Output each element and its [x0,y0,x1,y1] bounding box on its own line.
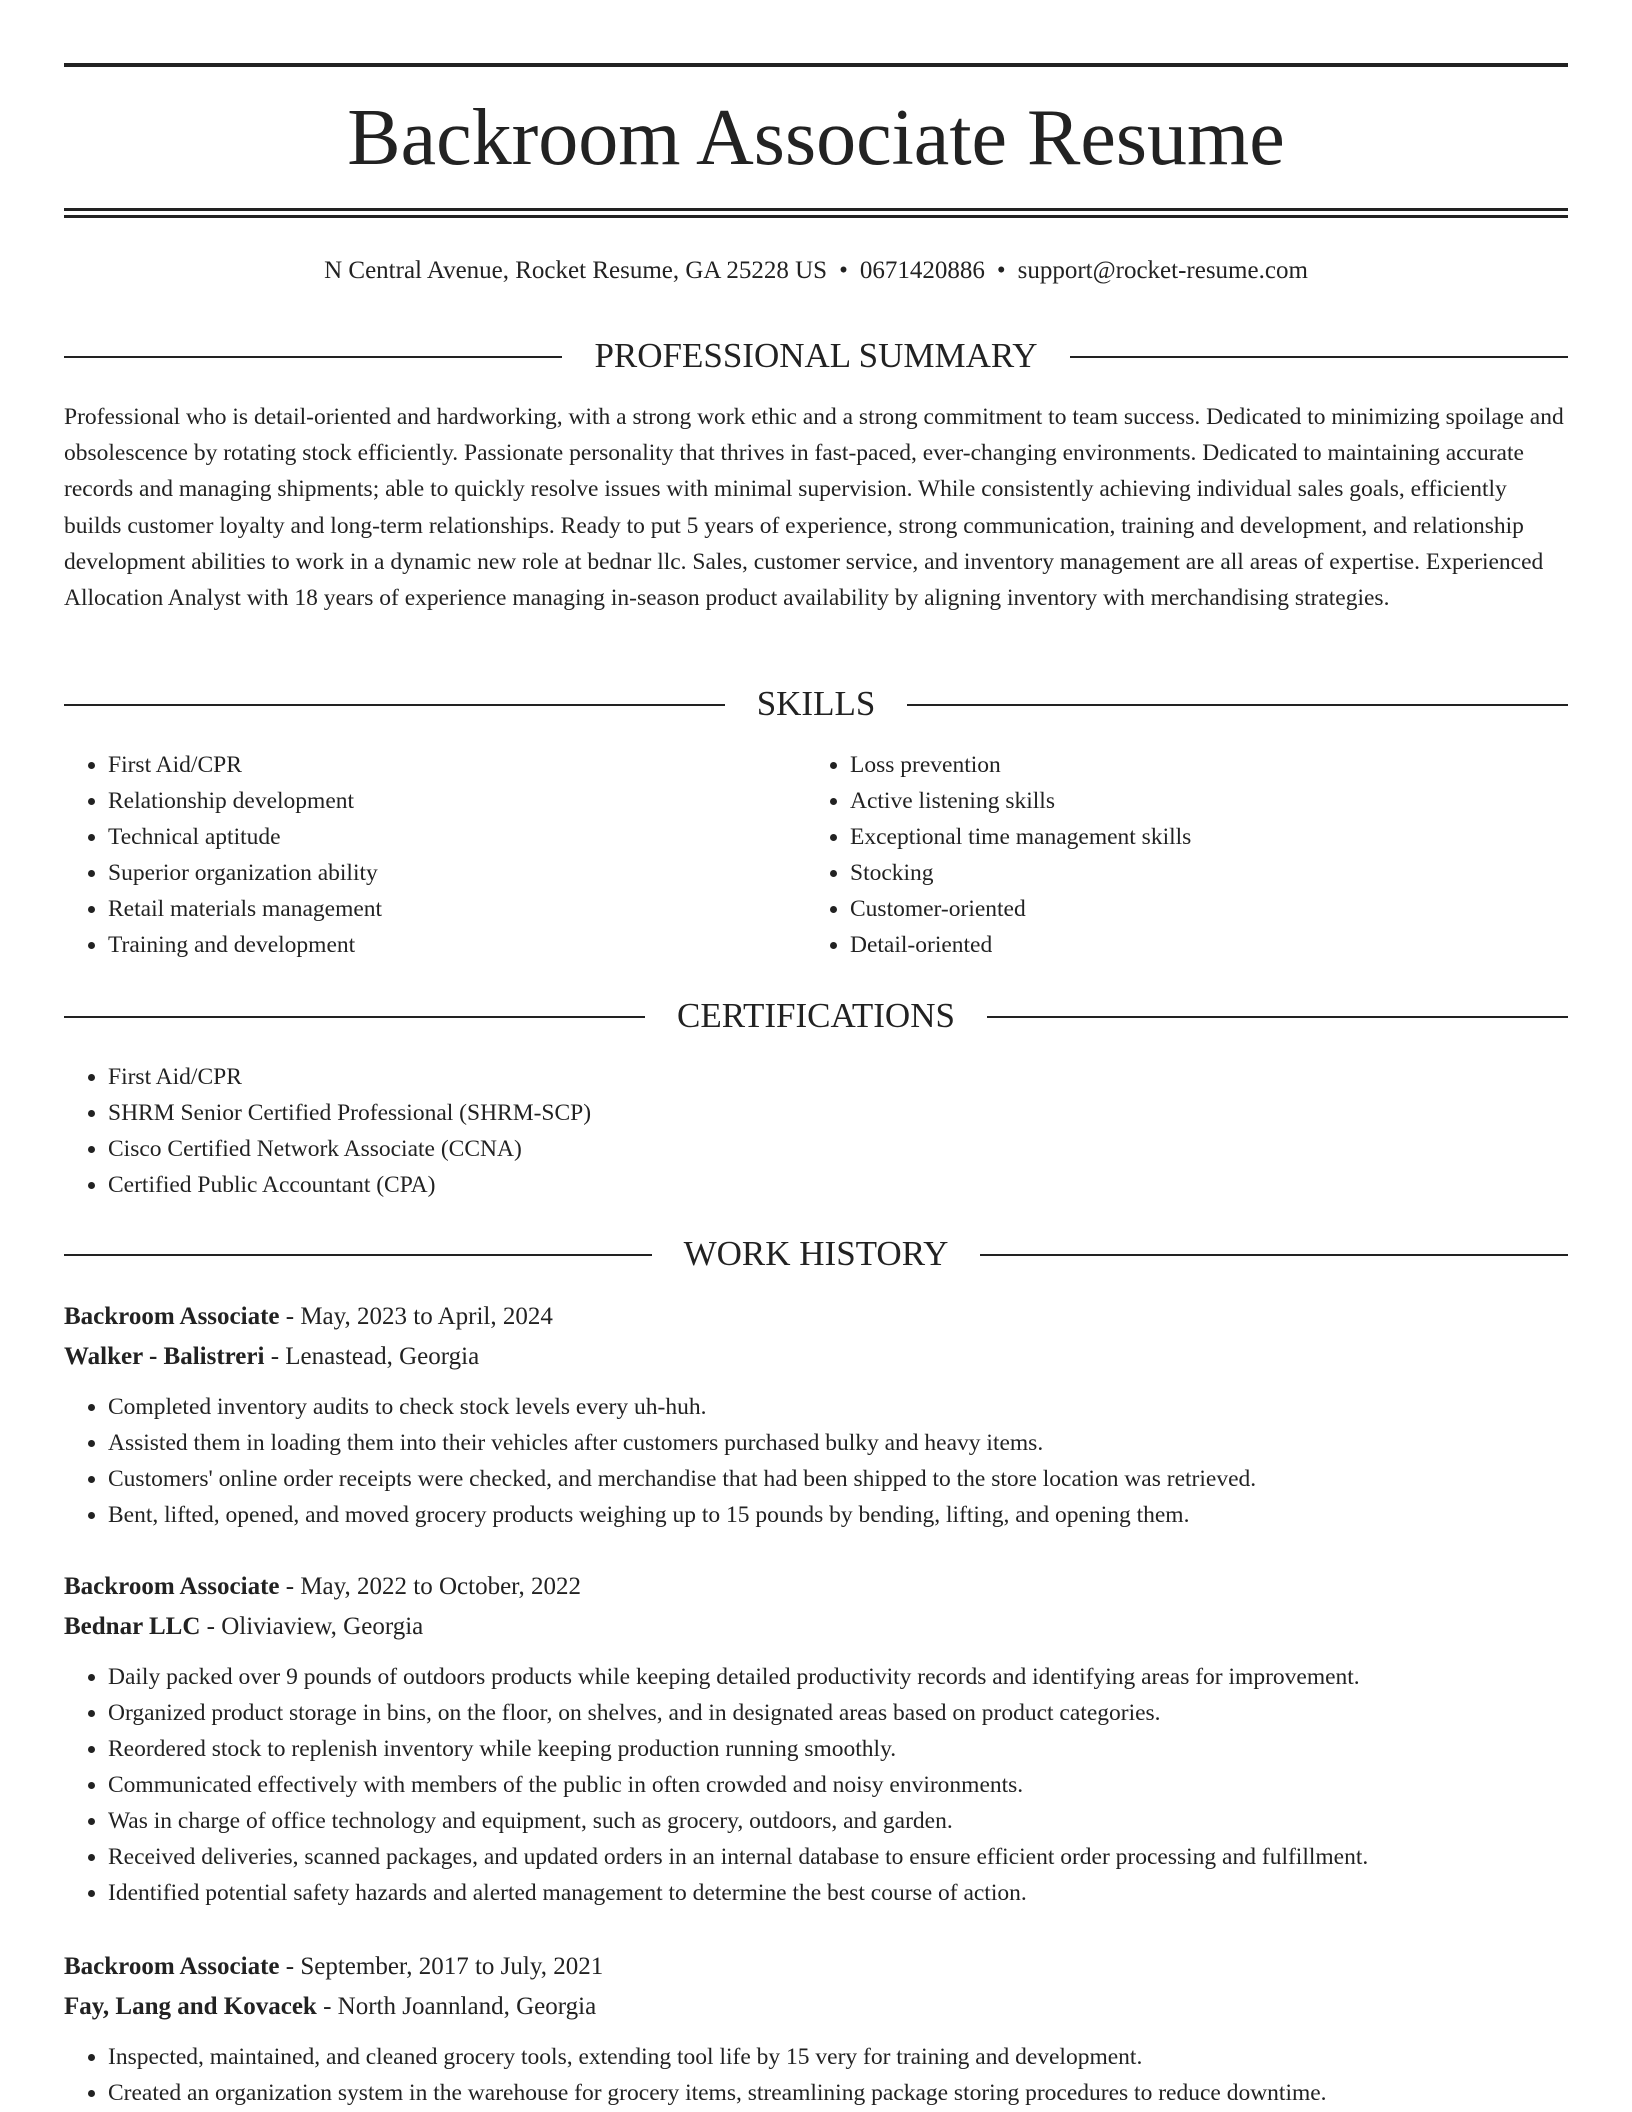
job-title: Backroom Associate [64,1303,280,1330]
certifications-list [64,1059,591,1203]
section-heading-certifications [64,994,1568,1038]
header-rule-lower [64,215,1568,218]
summary-text: Professional who is detail-oriented and hardworking, with a strong work ethic and a strong commitment to team success. Dedicated to minimizing spoilage and obsolescence by rotating stock efficiently. Passionate personality that thrives in fast-paced, ever-changing environments. Dedicated to maintaining accurate records and managing shipments; able to quickly resolve issues with minimal supervision. While consistently achieving individual sales goals, efficiently builds customer loyalty and long-term relationships. Ready to put 5 years of experience, strong communication, training and development, and relationship development abilities to work in a dynamic new role at bednar llc. Sales, customer service, and inventory management are all areas of expertise. Experienced Allocation Analyst with 18 years of experience managing in-season product availability by aligning inventory with merchandising strategies. [64,404,1564,612]
header-rule-upper [64,208,1568,211]
job-title: Backroom Associate [64,1953,280,1980]
job-location: North Joannland, Georgia [337,1993,597,2020]
job-dates: May, 2023 to April, 2024 [300,1303,553,1330]
skill-item: • Relationship development [108,783,382,819]
skill-item: • Superior organization ability [108,855,382,891]
resume-title: Backroom Associate Resume [347,94,1285,182]
job-title-line: Backroom Associate - September, 2017 to July, 2021 [64,1953,604,1980]
job-bullet: • Communicated effectively with members of the public in often crowded and noisy environments. [108,1767,1568,1803]
job-entry [64,1567,1568,1911]
section-title-summary: PROFESSIONAL SUMMARY [562,334,1069,378]
skill-item: • Stocking [850,855,1191,891]
job-bullet: • Inspected, maintained, and cleaned grocery tools, extending tool life by 15 very for training and development. [108,2039,1568,2075]
job-bullet: • Was in charge of office technology and equipment, such as grocery, outdoors, and garden. [108,1803,1568,1839]
job-company-line: Walker - Balistreri - Lenastead, Georgia [64,1343,480,1370]
job-title-line: Backroom Associate - May, 2022 to October, 2022 [64,1573,581,1600]
job-title: Backroom Associate [64,1573,280,1600]
job-company-line: Bednar LLC - Oliviaview, Georgia [64,1613,424,1640]
skill-item: • Training and development [108,927,382,963]
contact-separator: • [839,257,848,284]
skill-item: • Detail-oriented [850,927,1191,963]
contact-email: support@rocket-resume.com [1017,257,1308,284]
contact-separator: • [996,257,1006,284]
job-bullet: • Organized product storage in bins, on the floor, on shelves, and in designated areas based on product categories. [108,1695,1568,1731]
contact-address: N Central Avenue, Rocket Resume, GA 25228 US [324,257,828,284]
job-bullet: • Daily packed over 9 pounds of outdoors products while keeping detailed productivity records and identifying areas for improvement. [108,1659,1568,1695]
job-bullet: • Completed inventory audits to check stock levels every uh-huh. [108,1389,1568,1425]
skill-item: • First Aid/CPR [108,747,382,783]
skills-column-right [806,747,1191,963]
section-title-work-history: WORK HISTORY [652,1232,981,1276]
certification-item: • Certified Public Accountant (CPA) [108,1167,591,1203]
section-title-skills: SKILLS [725,682,908,726]
job-company: Bednar LLC [64,1613,201,1640]
job-entry [64,1947,1568,2111]
section-heading-skills [64,682,1568,726]
job-location: Lenastead, Georgia [285,1343,480,1370]
skill-item: • Active listening skills [850,783,1191,819]
job-bullet: • Customers' online order receipts were checked, and merchandise that had been shipped to the store location was retrieved. [108,1461,1568,1497]
skill-item: • Loss prevention [850,747,1191,783]
job-location: Oliviaview, Georgia [221,1613,424,1640]
section-heading-work-history [64,1232,1568,1276]
skill-item: • Exceptional time management skills [850,819,1191,855]
contact-phone: 0671420886 [859,257,985,284]
job-company: Fay, Lang and Kovacek [64,1993,317,2020]
job-bullet: • Reordered stock to replenish inventory while keeping production running smoothly. [108,1731,1568,1767]
job-title-line: Backroom Associate - May, 2023 to April, 2024 [64,1303,553,1330]
job-company: Walker - Balistreri [64,1343,265,1370]
contact-line [64,255,1568,287]
job-entry [64,1297,1568,1533]
job-bullet: • Identified potential safety hazards and alerted management to determine the best course of action. [108,1875,1568,1911]
certification-item: • First Aid/CPR [108,1059,591,1095]
certification-item: • SHRM Senior Certified Professional (SHRM-SCP) [108,1095,591,1131]
job-dates: May, 2022 to October, 2022 [300,1573,581,1600]
job-bullet: • Assisted them in loading them into their vehicles after customers purchased bulky and heavy items. [108,1425,1568,1461]
job-company-line: Fay, Lang and Kovacek - North Joannland, Georgia [64,1993,597,2020]
skill-item: • Technical aptitude [108,819,382,855]
skill-item: • Customer-oriented [850,891,1191,927]
skill-item: • Retail materials management [108,891,382,927]
job-bullet: • Received deliveries, scanned packages, and updated orders in an internal database to ensure efficient order processing and fulfillment. [108,1839,1568,1875]
job-dates: September, 2017 to July, 2021 [300,1953,604,1980]
certification-item: • Cisco Certified Network Associate (CCNA) [108,1131,591,1167]
section-heading-summary [64,334,1568,378]
job-bullet: • Bent, lifted, opened, and moved grocery products weighing up to 15 pounds by bending, lifting, and opening them. [108,1497,1568,1533]
header-top-rule [64,63,1568,67]
section-title-certifications: CERTIFICATIONS [645,994,987,1038]
job-bullet: • Created an organization system in the warehouse for grocery items, streamlining package storing procedures to reduce downtime. [108,2075,1568,2111]
skills-column-left [64,747,382,963]
